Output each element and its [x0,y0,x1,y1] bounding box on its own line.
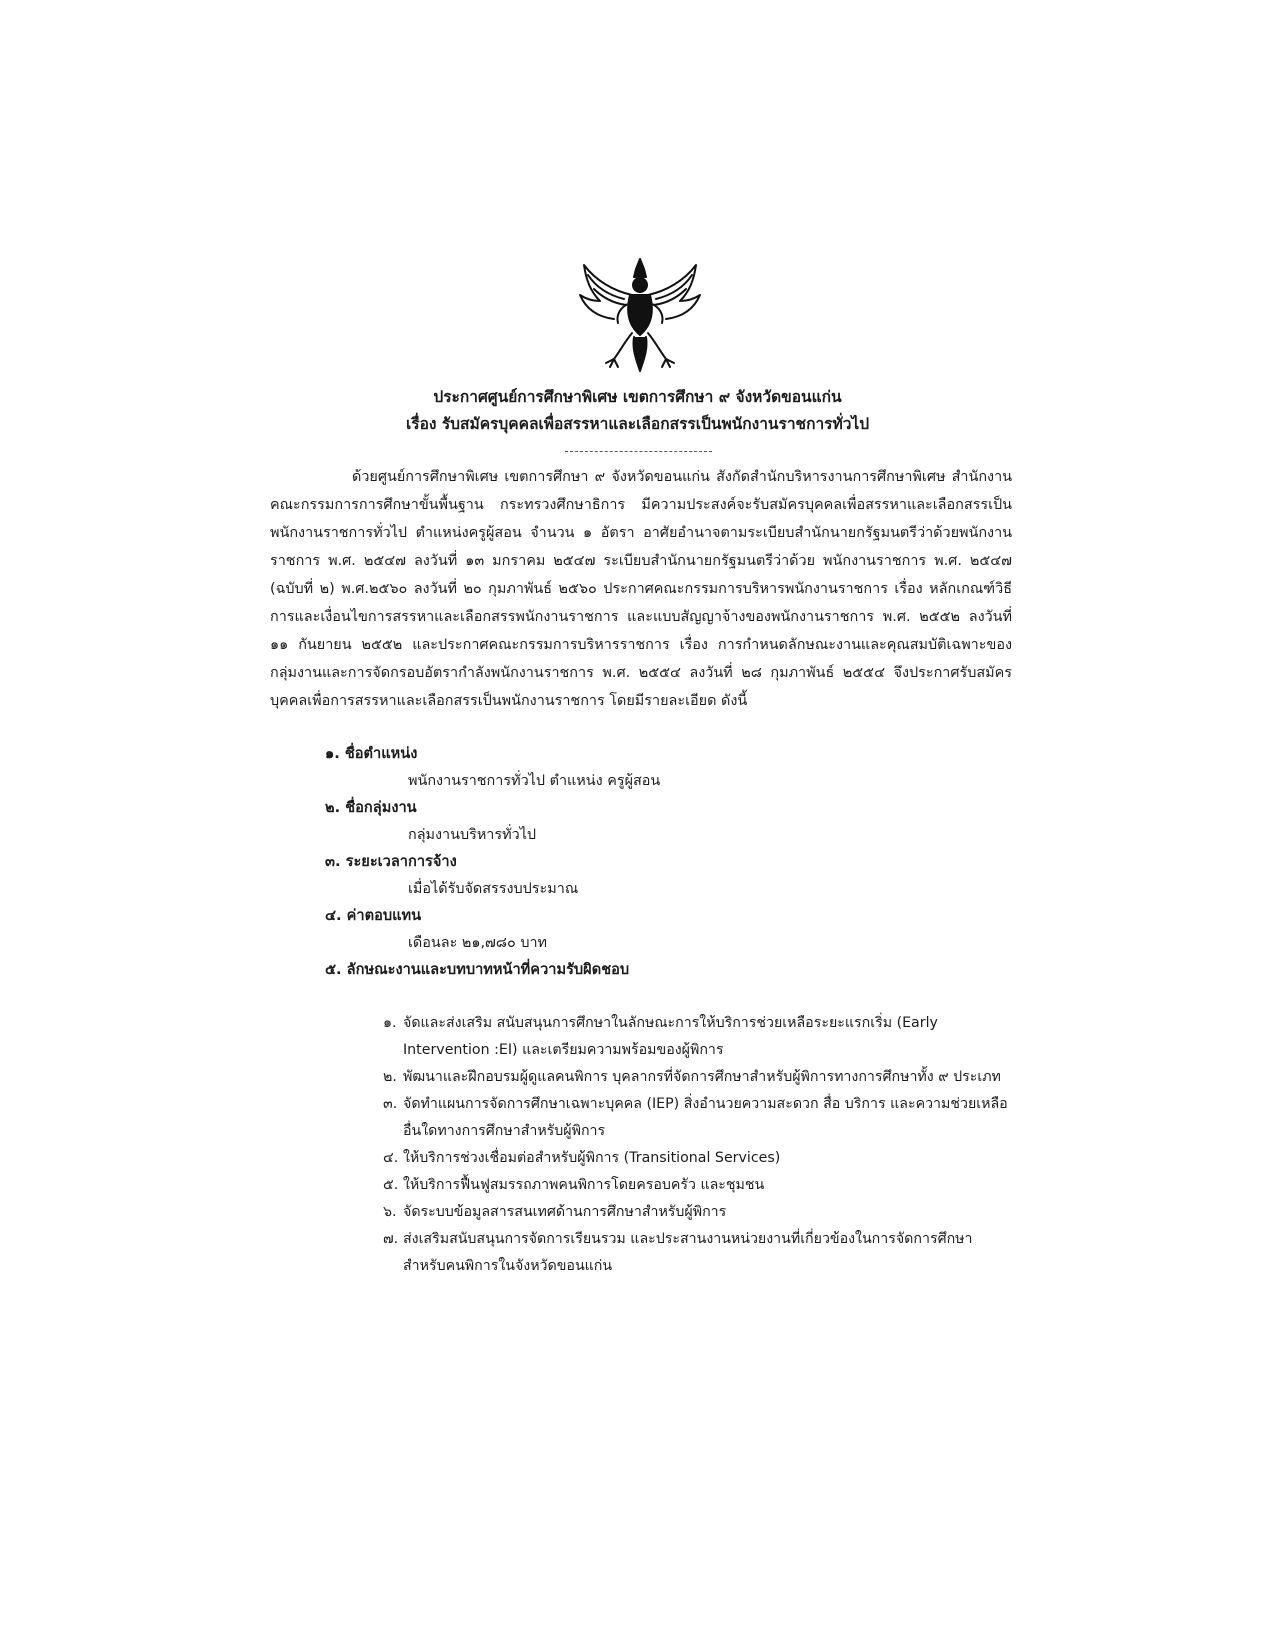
section-4-heading: ๔. ค่าตอบแทน [325,907,422,924]
duty-text: ให้บริการช่วงเชื่อมต่อสำหรับผู้พิการ (Transitional Services) [403,1150,781,1166]
announcement-subject: เรื่อง รับสมัครบุคคลเพื่อสรรหาและเลือกสรรเป็นพนักงานราชการทั่วไป [405,415,870,433]
duty-item [383,1010,1013,1064]
intro-paragraph-block [270,463,1012,715]
duty-number: ๓. [383,1096,398,1112]
duty-item [383,1091,1013,1145]
duty-item [383,1064,1013,1091]
duty-item [383,1145,1013,1172]
duty-text: ส่งเสริมสนับสนุนการจัดการเรียนรวม และประสานงานหน่วยงานที่เกี่ยวข้องในการจัดการศึกษาสำหรับคนพิการในจังหวัดขอนแก่น [403,1231,973,1274]
duty-number: ๒. [383,1069,397,1085]
duty-item [383,1199,1013,1226]
duty-text: จัดทำแผนการจัดการศึกษาเฉพาะบุคคล (IEP) สิ่งอำนวยความสะดวก สื่อ บริการ และความช่วยเหลืออื่นใดทางการศึกษาสำหรับผู้พิการ [403,1096,1008,1139]
garuda-emblem-icon [574,255,706,377]
intro-paragraph: ด้วยศูนย์การศึกษาพิเศษ เขตการศึกษา ๙ จังหวัดขอนแก่น สังกัดสำนักบริหารงานการศึกษาพิเศษ สำนักงานคณะกรรมการการศึกษาขั้นพื้นฐาน กระทรวงศึกษาธิการ มีความประสงค์จะรับสมัครบุคคลเพื่อสรรหาและเลือกสรรเป็นพนักงานราชการทั่วไป ตำแหน่งครูผู้สอน จำนวน ๑ อัตรา อาศัยอำนาจตามระเบียบสำนักนายกรัฐมนตรีว่าด้วยพนักงานราชการ พ.ศ. ๒๕๔๗ ลงวันที่ ๑๓ มกราคม ๒๕๔๗ ระเบียบสำนักนายกรัฐมนตรีว่าด้วย พนักงานราชการ พ.ศ. ๒๕๔๗ (ฉบับที่ ๒) พ.ศ.๒๕๖๐ ลงวันที่ ๒๐ กุมภาพันธ์ ๒๕๖๐ ประกาศคณะกรรมการบริหารพนักงานราชการ เรื่อง หลักเกณฑ์วิธีการและเงื่อนไขการสรรหาและเลือกสรรพนักงานราชการ และแบบสัญญาจ้างของพนักงานราชการ พ.ศ. ๒๕๕๒ ลงวันที่ ๑๑ กันยายน ๒๕๕๒ และประกาศคณะกรรมการบริหารราชการ เรื่อง การกำหนดลักษณะงานและคุณสมบัติเฉพาะของกลุ่มงานและการจัดกรอบอัตรากำลังพนักงานราชการ พ.ศ. ๒๕๕๔ ลงวันที่ ๒๘ กุมภาพันธ์ ๒๕๕๔ จึงประกาศรับสมัครบุคคลเพื่อการสรรหาและเลือกสรรเป็นพนักงานราชการ โดยมีรายละเอียด ดังนี้ [270,469,1012,709]
duty-text: ให้บริการฟื้นฟูสมรรถภาพคนพิการโดยครอบครัว และชุมชน [403,1177,765,1193]
section-3-value: เมื่อได้รับจัดสรรงบประมาณ [408,881,579,897]
section-1-value: พนักงานราชการทั่วไป ตำแหน่ง ครูผู้สอน [408,773,661,789]
duty-number: ๖. [383,1204,397,1220]
announcement-title: ประกาศศูนย์การศึกษาพิเศษ เขตการศึกษา ๙ จังหวัดขอนแก่น [433,388,842,406]
duty-number: ๕. [383,1177,399,1193]
duty-number: ๗. [383,1231,399,1247]
duty-text: จัดระบบข้อมูลสารสนเทศด้านการศึกษาสำหรับผู้พิการ [403,1204,727,1220]
duty-item [383,1172,1013,1199]
duty-item [383,1226,1013,1280]
duty-number: ๑. [383,1015,397,1031]
section-2-value: กลุ่มงานบริหารทั่วไป [408,827,537,843]
section-3-heading: ๓. ระยะเวลาการจ้าง [325,853,457,870]
section-2-heading: ๒. ชื่อกลุ่มงาน [325,799,417,816]
title-divider [565,451,712,452]
duty-text: พัฒนาและฝึกอบรมผู้ดูแลคนพิการ บุคลากรที่จัดการศึกษาสำหรับผู้พิการทางการศึกษาทั้ง ๙ ประเภท [403,1069,1001,1085]
duties-list [383,1010,1013,1280]
duty-number: ๔. [383,1150,399,1166]
section-1-heading: ๑. ชื่อตำแหน่ง [325,745,418,762]
section-5-heading: ๕. ลักษณะงานและบทบาทหน้าที่ความรับผิดชอบ [325,961,630,978]
section-4-value: เดือนละ ๒๑,๗๘๐ บาท [408,935,548,951]
duty-text: จัดและส่งเสริม สนับสนุนการศึกษาในลักษณะการให้บริการช่วยเหลือระยะแรกเริ่ม (Early Intervention :EI) และเตรียมความพร้อมของผู้พิการ [403,1015,938,1058]
